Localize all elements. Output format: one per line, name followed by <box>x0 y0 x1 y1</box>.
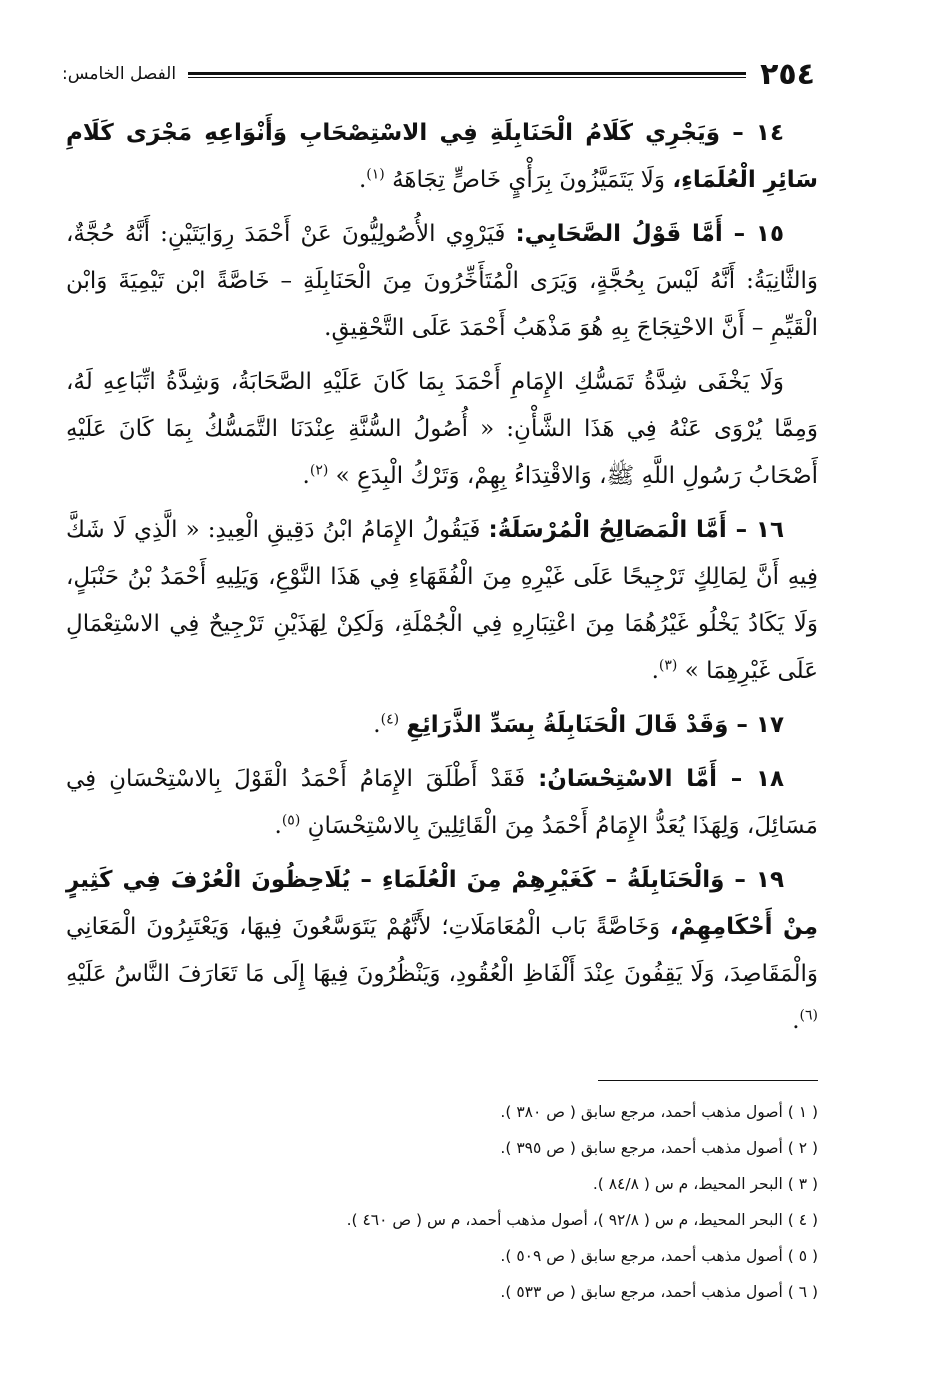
paragraph-text: وَخَاصَّةً بَاب الْمُعَامَلَاتِ؛ لأَنَّهُمْ يَتَوَسَّعُونَ فِيهَا، وَيَعْتَبِرُونَ الْمَعَانِي وَالْمَقَاصِدَ، وَلَا يَقِفُونَ عِنْدَ أَلْفَاظِ الْعُقُودِ، وَيَنْظُرُونَ فِيهَا إِلَى مَا تَعَارَفَ النَّاسُ عَلَيْهِ <box>66 914 818 987</box>
footnote-3: ( ٣ ) البحر المحيط، م س ( ٨٤/٨ ). <box>592 1175 818 1193</box>
paragraph-text: فَيَقُولُ الإِمَامُ ابْنُ دَقِيقِ الْعِيدِ: « الَّذِي لَا شَكَّ فِيهِ أَنَّ لِمَالِكٍ تَرْجِيحًا عَلَى غَيْرِهِ مِنَ الْفُقَهَاءِ فِي هَذَا النَّوْعِ، وَيَلِيهِ أَحْمَدُ بْنُ حَنْبَلٍ، وَلَا يَكَادُ يَخْلُو غَيْرُهُمَا مِنَ اعْتِبَارِهِ فِي الْجُمْلَةِ، وَلَكِنْ لِهَذَيْنِ تَرْجِيحٌ فِي الاسْتِعْمَالِ عَلَى غَيْرِهِمَا » <box>66 517 818 684</box>
paragraph-lead: ١٨ – أَمَّا الاسْتِحْسَانُ: <box>538 766 785 792</box>
footnote-6: ( ٦ ) أصول مذهب أحمد، مرجع سابق ( ص ٥٣٣ ). <box>500 1283 818 1301</box>
paragraph-text: وَلَا يَتَمَيَّزُونَ بِرَأْيٍ خَاصٍّ تِجَاهَهُ <box>392 167 673 193</box>
paragraph-text: فَيَرْوِي الأُصُولِيُّونَ عَنْ أَحْمَدَ رِوَايَتَيْنِ: أَنَّهُ حُجَّةٌ، وَالثَّانِيَةُ: أَنَّهُ لَيْسَ بِحُجَّةٍ، وَيَرَى الْمُتَأَخِّرُونَ مِنَ الْحَنَابِلَةِ – خَاصَّةً ابْن تَيْمِيَةَ وَابْن الْقَيِّمِ – أَنَّ الاحْتِجَاجَ بِهِ هُوَ مَذْهَبُ أَحْمَدَ عَلَى التَّحْقِيقِ. <box>66 221 818 341</box>
paragraph-tail: . <box>358 167 367 193</box>
paragraph-lead: ١٤ – وَيَجْرِي كَلَامُ الْحَنَابِلَةِ فِي الاسْتِصْحَابِ وَأَنْوَاعِهِ مَجْرَى كَلَامِ سَائِرِ الْعُلَمَاءِ، <box>66 120 818 193</box>
paragraph-15 <box>66 211 818 352</box>
page-number: ٢٥٤ <box>760 56 815 92</box>
header-rule <box>188 72 746 78</box>
paragraph-text: فَقَدْ أَطْلَقَ الإِمَامُ أَحْمَدُ الْقَوْلَ بِالاسْتِحْسَانِ فِي مَسَائِلَ، وَلِهَذَا يُعَدُّ الإِمَامُ أَحْمَدُ مِنَ الْقَائِلِينَ بِالاسْتِحْسَانِ <box>66 766 818 839</box>
paragraph-tail: . <box>274 813 282 839</box>
paragraph-15-continued <box>66 359 818 500</box>
paragraph-lead: ١٩ – وَالْحَنَابِلَةُ – كَغَيْرِهِمْ مِنَ الْعُلَمَاءِ – يُلَاحِظُونَ الْعُرْفَ فِي كَثِيرٍ مِنْ أَحْكَامِهِمْ، <box>66 867 818 940</box>
footnote-ref: (٢) <box>309 462 329 479</box>
paragraph-17 <box>66 702 818 749</box>
paragraph-18 <box>66 756 818 850</box>
footnote-1: ( ١ ) أصول مذهب أحمد، مرجع سابق ( ص ٣٨٠ ). <box>500 1103 818 1121</box>
paragraph-lead: ١٦ – أَمَّا الْمَصَالِحُ الْمُرْسَلَةُ: <box>488 517 784 543</box>
paragraph-tail: . <box>373 712 381 738</box>
footnote-ref: (١) <box>366 166 385 183</box>
paragraph-19 <box>66 857 818 1045</box>
footnote-ref: (٥) <box>281 812 301 829</box>
page-header <box>62 56 815 92</box>
main-text <box>66 110 818 1052</box>
footnote-ref: (٣) <box>658 657 678 674</box>
paragraph-text: وَلَا يَخْفَى شِدَّةُ تَمَسُّكِ الإِمَامِ أَحْمَدَ بِمَا كَانَ عَلَيْهِ الصَّحَابَةُ، وَشِدَّةُ اتِّبَاعِهِ لَهُ، وَمِمَّا يُرْوَى عَنْهُ فِي هَذَا الشَّأْنِ: « أُصُولُ السُّنَّةِ عِنْدَنَا التَّمَسُّكُ بِمَا كَانَ عَلَيْهِ أَصْحَابُ رَسُولِ اللَّهِ ﷺ، وَالاقْتِدَاءُ بِهِمْ، وَتَرْكُ الْبِدَعِ » <box>66 369 818 489</box>
paragraph-tail: . <box>651 658 659 684</box>
footnote-separator <box>598 1080 818 1081</box>
paragraph-tail: . <box>792 1008 800 1034</box>
footnotes <box>66 1094 818 1310</box>
chapter-label: الفصل الخامس: <box>62 64 177 84</box>
footnote-ref: (٤) <box>380 711 400 728</box>
paragraph-14 <box>66 110 818 204</box>
paragraph-lead: ١٥ – أَمَّا قَوْلُ الصَّحَابِي: <box>515 221 784 247</box>
paragraph-tail: . <box>302 463 310 489</box>
footnote-2: ( ٢ ) أصول مذهب أحمد، مرجع سابق ( ص ٣٩٥ ). <box>500 1139 818 1157</box>
footnote-4: ( ٤ ) البحر المحيط، م س ( ٩٢/٨ )، أصول مذهب أحمد، م س ( ص ٤٦٠ ). <box>346 1211 818 1229</box>
paragraph-16 <box>66 507 818 695</box>
paragraph-lead: ١٧ – وَقَدْ قَالَ الْحَنَابِلَةُ بِسَدِّ الذَّرَائِعِ <box>406 712 784 738</box>
footnote-ref: (٦) <box>799 1007 818 1024</box>
footnote-5: ( ٥ ) أصول مذهب أحمد، مرجع سابق ( ص ٥٠٩ ). <box>500 1247 818 1265</box>
